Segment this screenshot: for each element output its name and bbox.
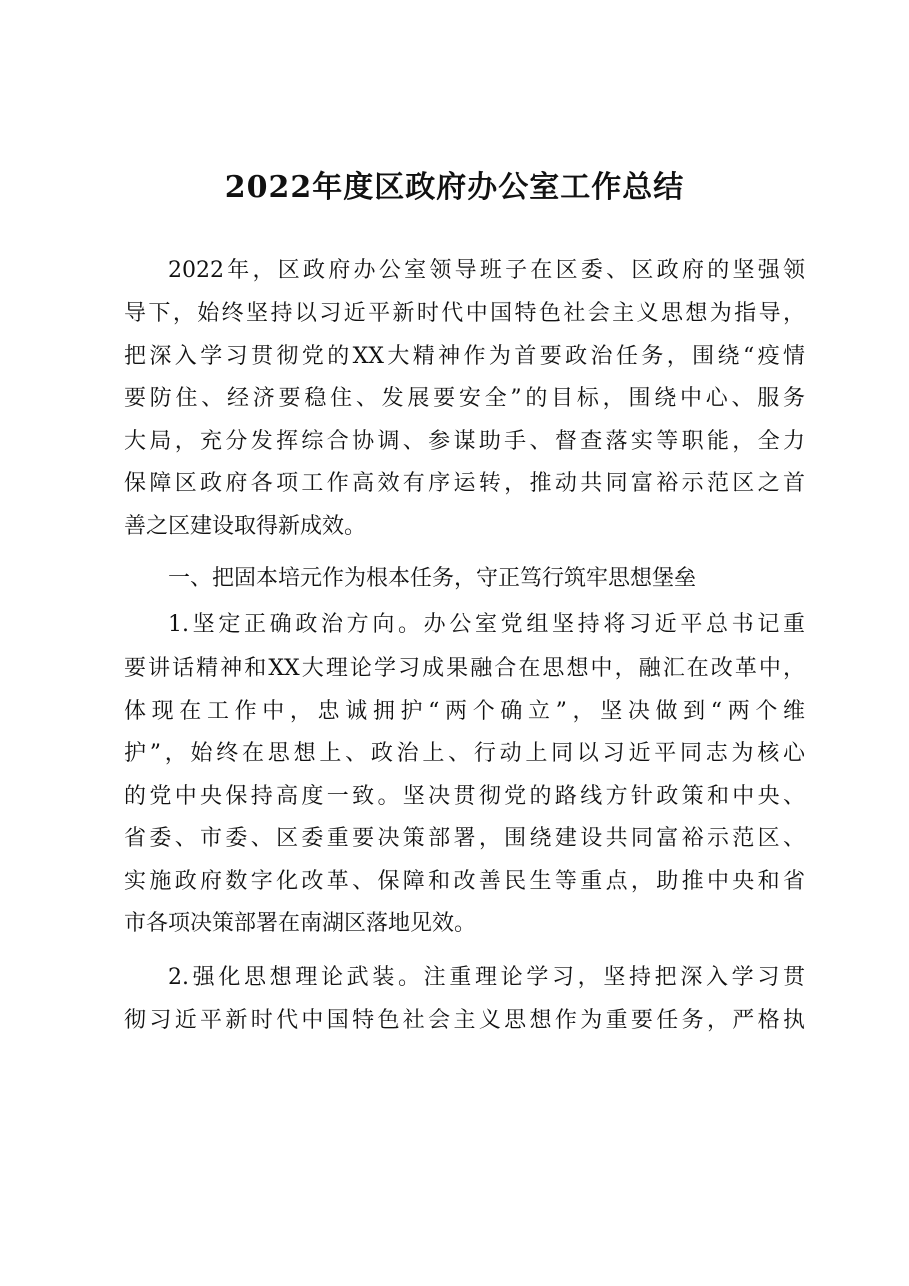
- paragraph-2-line-5: 的党中央保持高度一致。坚决贯彻党的路线方针政策和中央、: [124, 784, 805, 809]
- paragraph-3-line-2: 彻习近平新时代中国特色社会主义思想作为重要任务，严格执: [124, 1008, 805, 1033]
- document-title: 2022年度区政府办公室工作总结: [224, 170, 685, 205]
- paragraph-2-line-4: 护”，始终在思想上、政治上、行动上同以习近平同志为核心: [124, 741, 805, 766]
- paragraph-1-line-6: 保障区政府各项工作高效有序运转，推动共同富裕示范区之首: [124, 471, 805, 496]
- paragraph-2-line-3: 体现在工作中，忠诚拥护“两个确立”，坚决做到“两个维: [124, 699, 805, 724]
- section-heading-1: 一、把固本培元作为根本任务，守正笃行筑牢思想堡垒: [168, 566, 697, 591]
- paragraph-1-line-3: 把深入学习贯彻党的XX大精神作为首要政治任务，围绕“疫情: [124, 344, 805, 369]
- paragraph-2-line-1: 1.坚定正确政治方向。办公室党组坚持将习近平总书记重: [168, 612, 805, 637]
- paragraph-1-line-7: 善之区建设取得新成效。: [124, 514, 367, 539]
- paragraph-2-line-8: 市各项决策部署在南湖区落地见效。: [124, 911, 477, 936]
- paragraph-3-line-1: 2.强化思想理论武装。注重理论学习，坚持把深入学习贯: [168, 965, 805, 990]
- paragraph-2-line-7: 实施政府数字化改革、保障和改善民生等重点，助推中央和省: [124, 869, 805, 894]
- paragraph-1-line-2: 导下，始终坚持以习近平新时代中国特色社会主义思想为指导，: [124, 301, 805, 326]
- paragraph-1-line-1: 2022年，区政府办公室领导班子在区委、区政府的坚强领: [168, 258, 805, 283]
- paragraph-2-line-6: 省委、市委、区委重要决策部署，围绕建设共同富裕示范区、: [124, 826, 805, 851]
- paragraph-2-line-2: 要讲话精神和XX大理论学习成果融合在思想中，融汇在改革中，: [124, 656, 805, 681]
- paragraph-1-line-4: 要防住、经济要稳住、发展要安全”的目标，围绕中心、服务: [124, 386, 805, 411]
- paragraph-1-line-5: 大局，充分发挥综合协调、参谋助手、督查落实等职能，全力: [124, 429, 805, 454]
